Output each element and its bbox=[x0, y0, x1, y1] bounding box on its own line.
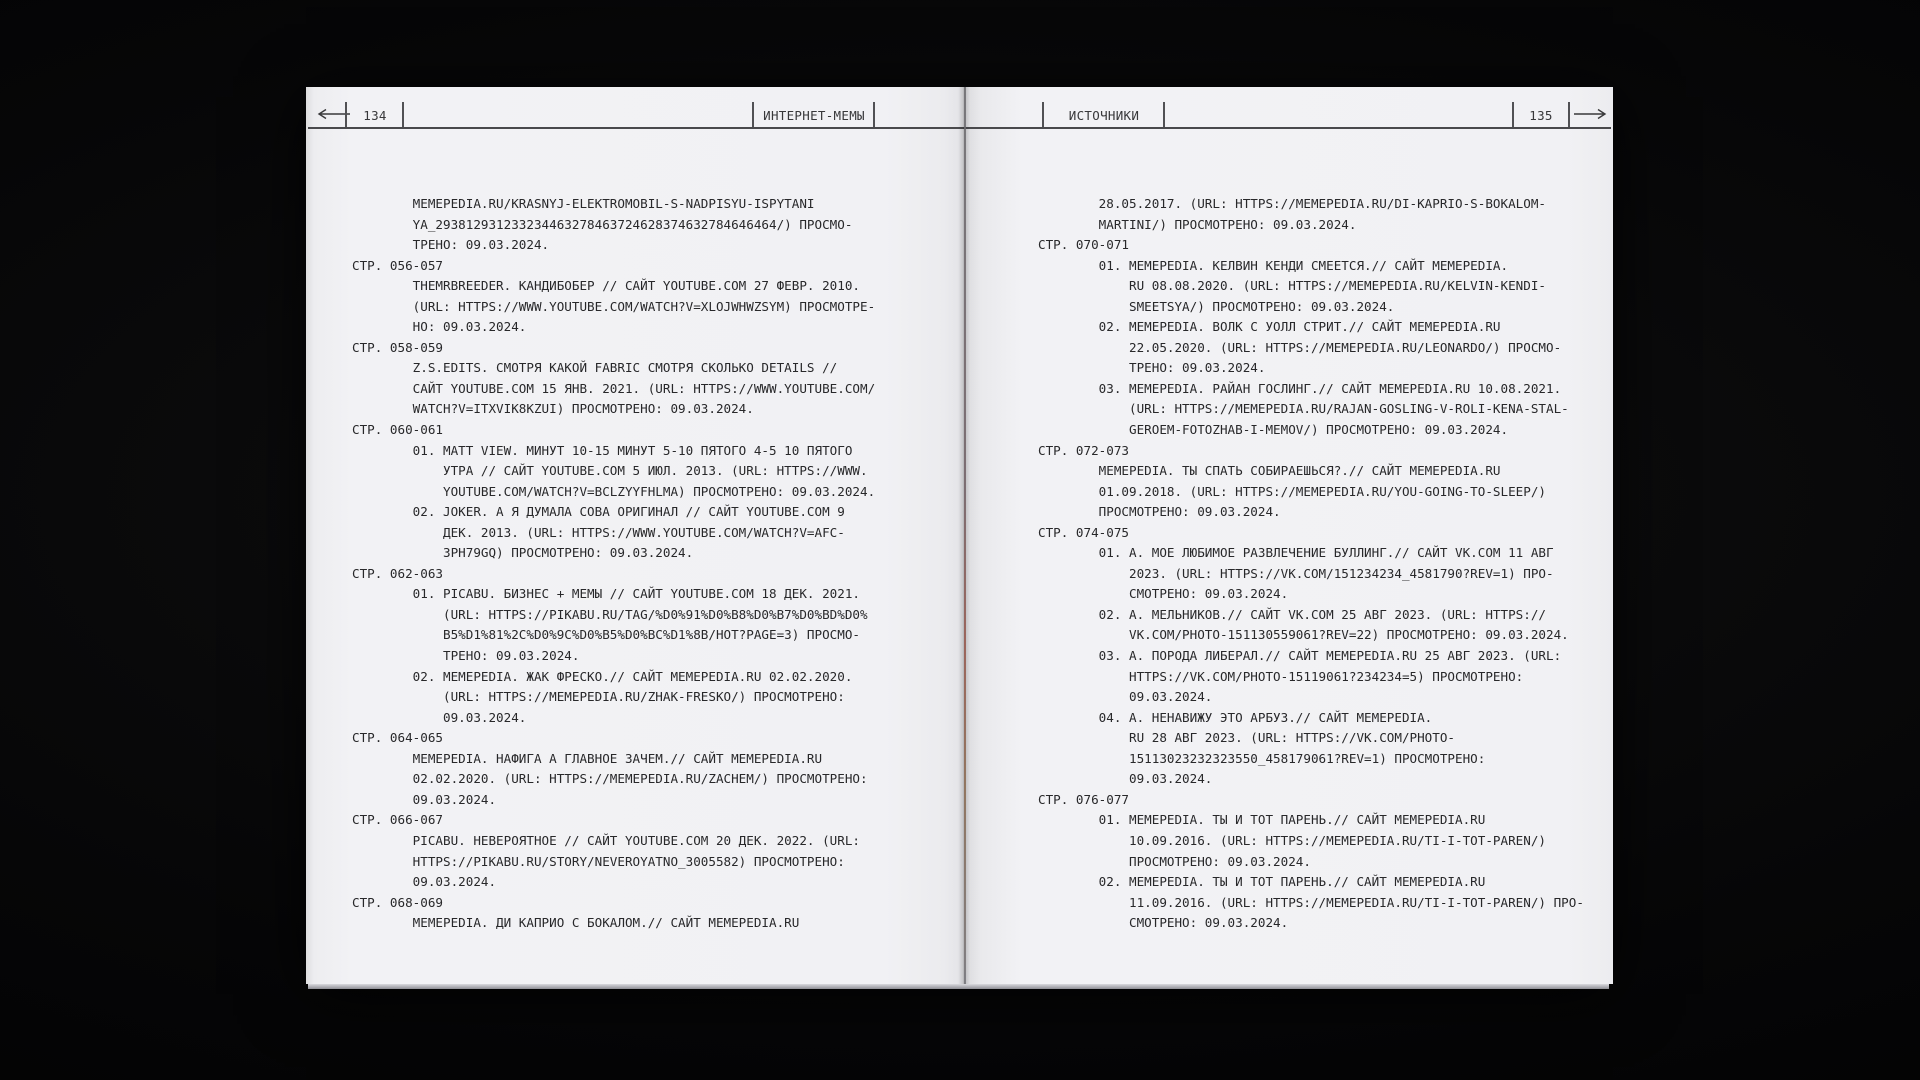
bib-line: ТРЕНО: 09.03.2024. bbox=[412, 237, 550, 253]
page-number-right: 135 bbox=[1529, 108, 1553, 123]
bib-line: YOUTUBE.COM/WATCH?V=BCLZYYFHLMA) ПРОСМОТРЕНО: 09.03.2024. bbox=[442, 483, 876, 499]
bib-line: 02.02.2020. (URL: HTTPS://MEMEPEDIA.RU/ZACHEM/) ПРОСМОТРЕНО: bbox=[412, 771, 868, 787]
bib-line: СТР. 058-059 bbox=[352, 339, 443, 355]
bib-line: RU 08.08.2020. (URL: HTTPS://MEMEPEDIA.RU/KELVIN-KENDI- bbox=[1128, 278, 1546, 294]
bib-line: ПРОСМОТРЕНО: 09.03.2024. bbox=[1098, 504, 1281, 520]
bib-line: 01. MATT VIEW. МИНУТ 10-15 МИНУТ 5-10 ПЯТОГО 4-5 10 ПЯТОГО bbox=[412, 442, 853, 458]
bib-line: MEMEPEDIA. ТЫ СПАТЬ СОБИРАЕШЬСЯ?.// САЙТ MEMEPEDIA.RU bbox=[1098, 463, 1501, 479]
bib-line: 03. А. ПОРОДА ЛИБЕРАЛ.// САЙТ MEMEPEDIA.RU 25 АВГ 2023. (URL: bbox=[1098, 648, 1562, 664]
bib-line: RU 28 АВГ 2023. (URL: HTTPS://VK.COM/PHOTO- bbox=[1128, 730, 1456, 746]
bib-line: ТРЕНО: 09.03.2024. bbox=[1128, 360, 1266, 376]
bib-line: SMEETSYA/) ПРОСМОТРЕНО: 09.03.2024. bbox=[1128, 298, 1395, 314]
bib-line: MARTINI/) ПРОСМОТРЕНО: 09.03.2024. bbox=[1098, 216, 1357, 232]
bib-line: 28.05.2017. (URL: HTTPS://MEMEPEDIA.RU/DI-KAPRIO-S-BOKALOM- bbox=[1098, 196, 1546, 211]
header-divider bbox=[402, 102, 404, 127]
bib-line: 02. А. МЕЛЬНИКОВ.// САЙТ VK.COM 25 АВГ 2023. (URL: HTTPS:// bbox=[1098, 606, 1546, 622]
bib-line: (URL: HTTPS://PIKABU.RU/TAG/%D0%91%D0%B8%D0%B7%D0%BD%D0% bbox=[442, 606, 868, 622]
bib-line: 01. А. МОЕ ЛЮБИМОЕ РАЗВЛЕЧЕНИЕ БУЛЛИНГ.// САЙТ VK.COM 11 АВГ bbox=[1098, 545, 1554, 561]
bib-line: HTTPS://PIKABU.RU/STORY/NEVEROYATNO_3005582) ПРОСМОТРЕНО: bbox=[412, 853, 845, 869]
bib-line: 01. PICABU. БИЗНЕС + МЕМЫ // САЙТ YOUTUBE.COM 18 ДЕК. 2021. bbox=[412, 586, 860, 602]
bib-line: MEMEPEDIA. НАФИГА А ГЛАВНОЕ ЗАЧЕМ.// САЙТ MEMEPEDIA.RU bbox=[412, 750, 823, 766]
bib-line: ТРЕНО: 09.03.2024. bbox=[442, 648, 580, 664]
forward-arrow-icon bbox=[1573, 108, 1607, 120]
bib-line: VK.COM/PHOTO-151130559061?REV=22) ПРОСМОТРЕНО: 09.03.2024. bbox=[1128, 627, 1569, 643]
bib-line: НО: 09.03.2024. bbox=[412, 319, 527, 335]
bib-line: 04. А. НЕНАВИЖУ ЭТО АРБУЗ.// САЙТ MEMEPEDIA. bbox=[1098, 709, 1433, 725]
bib-line: Z.S.EDITS. СМОТРЯ КАКОЙ FABRIC СМОТРЯ СКОЛЬКО DETAILS // bbox=[412, 360, 838, 376]
bib-line: 01. MEMEPEDIA. КЕЛВИН КЕНДИ СМЕЕТСЯ.// САЙТ MEMEPEDIA. bbox=[1098, 257, 1509, 273]
bib-line: 2023. (URL: HTTPS://VK.COM/151234234_4581790?REV=1) ПРО- bbox=[1128, 565, 1554, 581]
bib-line: 03. MEMEPEDIA. РАЙАН ГОСЛИНГ.// САЙТ MEMEPEDIA.RU 10.08.2021. bbox=[1098, 380, 1562, 396]
bib-line: 15113023232323550_458179061?REV=1) ПРОСМОТРЕНО: bbox=[1128, 750, 1486, 766]
bib-line: 01. MEMEPEDIA. ТЫ И ТОТ ПАРЕНЬ.// САЙТ MEMEPEDIA.RU bbox=[1098, 812, 1486, 828]
bib-line: GEROEM-FOTOZHAB-I-MEMOV/) ПРОСМОТРЕНО: 09.03.2024. bbox=[1128, 422, 1509, 438]
bib-line: СТР. 068-069 bbox=[352, 894, 443, 910]
bib-line: 09.03.2024. bbox=[412, 874, 497, 890]
bib-line: СТР. 062-063 bbox=[352, 565, 443, 581]
bib-line: (URL: HTTPS://MEMEPEDIA.RU/RAJAN-GOSLING-V-ROLI-KENA-STAL- bbox=[1128, 401, 1569, 417]
bib-line: 10.09.2016. (URL: HTTPS://MEMEPEDIA.RU/TI-I-TOT-PAREN/) bbox=[1128, 832, 1546, 848]
bib-line: YA_293812931233234463278463724628374632784646464/) ПРОСМО- bbox=[412, 216, 853, 232]
bib-line: 02. MEMEPEDIA. ТЫ И ТОТ ПАРЕНЬ.// САЙТ MEMEPEDIA.RU bbox=[1098, 874, 1486, 890]
bib-line: 09.03.2024. bbox=[412, 791, 497, 807]
bib-line: СТР. 060-061 bbox=[352, 422, 443, 438]
bib-line: MEMEPEDIA.RU/KRASNYJ-ELEKTROMOBIL-S-NADPISYU-ISPYTANI bbox=[412, 196, 815, 211]
bib-line: 3PH79GQ) ПРОСМОТРЕНО: 09.03.2024. bbox=[442, 545, 694, 561]
bib-line: HTTPS://VK.COM/PHOTO-15119061?234234=5) ПРОСМОТРЕНО: bbox=[1128, 668, 1524, 684]
bib-line: СТР. 074-075 bbox=[1038, 524, 1129, 540]
header-divider bbox=[1568, 102, 1570, 127]
bib-line: (URL: HTTPS://MEMEPEDIA.RU/ZHAK-FRESKO/) ПРОСМОТРЕНО: bbox=[442, 689, 845, 705]
bib-line: СТР. 070-071 bbox=[1038, 237, 1129, 253]
header-divider bbox=[873, 102, 875, 127]
bib-line: 22.05.2020. (URL: HTTPS://MEMEPEDIA.RU/LEONARDO/) ПРОСМО- bbox=[1128, 339, 1562, 355]
bib-line: 01.09.2018. (URL: HTTPS://MEMEPEDIA.RU/YOU-GOING-TO-SLEEP/) bbox=[1098, 483, 1546, 499]
bib-line: MEMEPEDIA. ДИ КАПРИО С БОКАЛОМ.// САЙТ MEMEPEDIA.RU bbox=[412, 915, 800, 931]
header-divider bbox=[1163, 102, 1165, 127]
bib-line: СМОТРЕНО: 09.03.2024. bbox=[1128, 586, 1289, 602]
bib-line: 09.03.2024. bbox=[1128, 689, 1213, 705]
bib-line: (URL: HTTPS://WWW.YOUTUBE.COM/WATCH?V=XLOJWHWZSYM) ПРОСМОТРЕ- bbox=[412, 298, 876, 314]
bib-line: 02. MEMEPEDIA. ЖАК ФРЕСКО.// САЙТ MEMEPEDIA.RU 02.02.2020. bbox=[412, 668, 853, 684]
bibliography-left bbox=[352, 194, 927, 934]
running-title-right: ИСТОЧНИКИ bbox=[1068, 108, 1140, 123]
bib-line: СТР. 064-065 bbox=[352, 730, 443, 746]
bib-line: СТР. 076-077 bbox=[1038, 791, 1129, 807]
bib-line: PICABU. НЕВЕРОЯТНОЕ // САЙТ YOUTUBE.COM 20 ДЕК. 2022. (URL: bbox=[412, 832, 860, 848]
running-title-left: ИНТЕРНЕТ-МЕМЫ bbox=[763, 108, 865, 123]
bib-line: 02. MEMEPEDIA. ВОЛК С УОЛЛ СТРИТ.// САЙТ MEMEPEDIA.RU bbox=[1098, 319, 1501, 335]
bib-line: THEMRBREEDER. КАНДИБОБЕР // САЙТ YOUTUBE.COM 27 ФЕВР. 2010. bbox=[412, 278, 860, 294]
page-number-left: 134 bbox=[363, 108, 387, 123]
bib-line: СТР. 072-073 bbox=[1038, 442, 1129, 458]
bib-line: 02. JOKER. А Я ДУМАЛА СОВА ОРИГИНАЛ // САЙТ YOUTUBE.COM 9 bbox=[412, 504, 845, 520]
header-rule bbox=[308, 127, 1611, 129]
bib-line: ПРОСМОТРЕНО: 09.03.2024. bbox=[1128, 853, 1311, 869]
bib-line: ДЕК. 2013. (URL: HTTPS://WWW.YOUTUBE.COM/WATCH?V=AFC- bbox=[442, 524, 845, 540]
bib-line: СТР. 056-057 bbox=[352, 257, 443, 273]
bib-line: 09.03.2024. bbox=[1128, 771, 1213, 787]
bib-line: СМОТРЕНО: 09.03.2024. bbox=[1128, 915, 1289, 931]
book-spread bbox=[306, 87, 1613, 984]
header-divider bbox=[345, 102, 347, 127]
bib-line: 11.09.2016. (URL: HTTPS://MEMEPEDIA.RU/TI-I-TOT-PAREN/) ПРО- bbox=[1128, 894, 1584, 910]
bib-line: WATCH?V=ITXVIK8KZUI) ПРОСМОТРЕНО: 09.03.2024. bbox=[412, 401, 754, 417]
bib-line: 09.03.2024. bbox=[442, 709, 527, 725]
bib-line: САЙТ YOUTUBE.COM 15 ЯНВ. 2021. (URL: HTTPS://WWW.YOUTUBE.COM/ bbox=[412, 380, 876, 396]
bib-line: СТР. 066-067 bbox=[352, 812, 443, 828]
bibliography-right bbox=[1038, 194, 1613, 934]
bib-line: УТРА // САЙТ YOUTUBE.COM 5 ИЮЛ. 2013. (URL: HTTPS://WWW. bbox=[442, 463, 868, 479]
bib-line: B5%D1%81%2C%D0%9C%D0%B5%D0%BC%D1%8B/HOT?PAGE=3) ПРОСМО- bbox=[442, 627, 860, 643]
